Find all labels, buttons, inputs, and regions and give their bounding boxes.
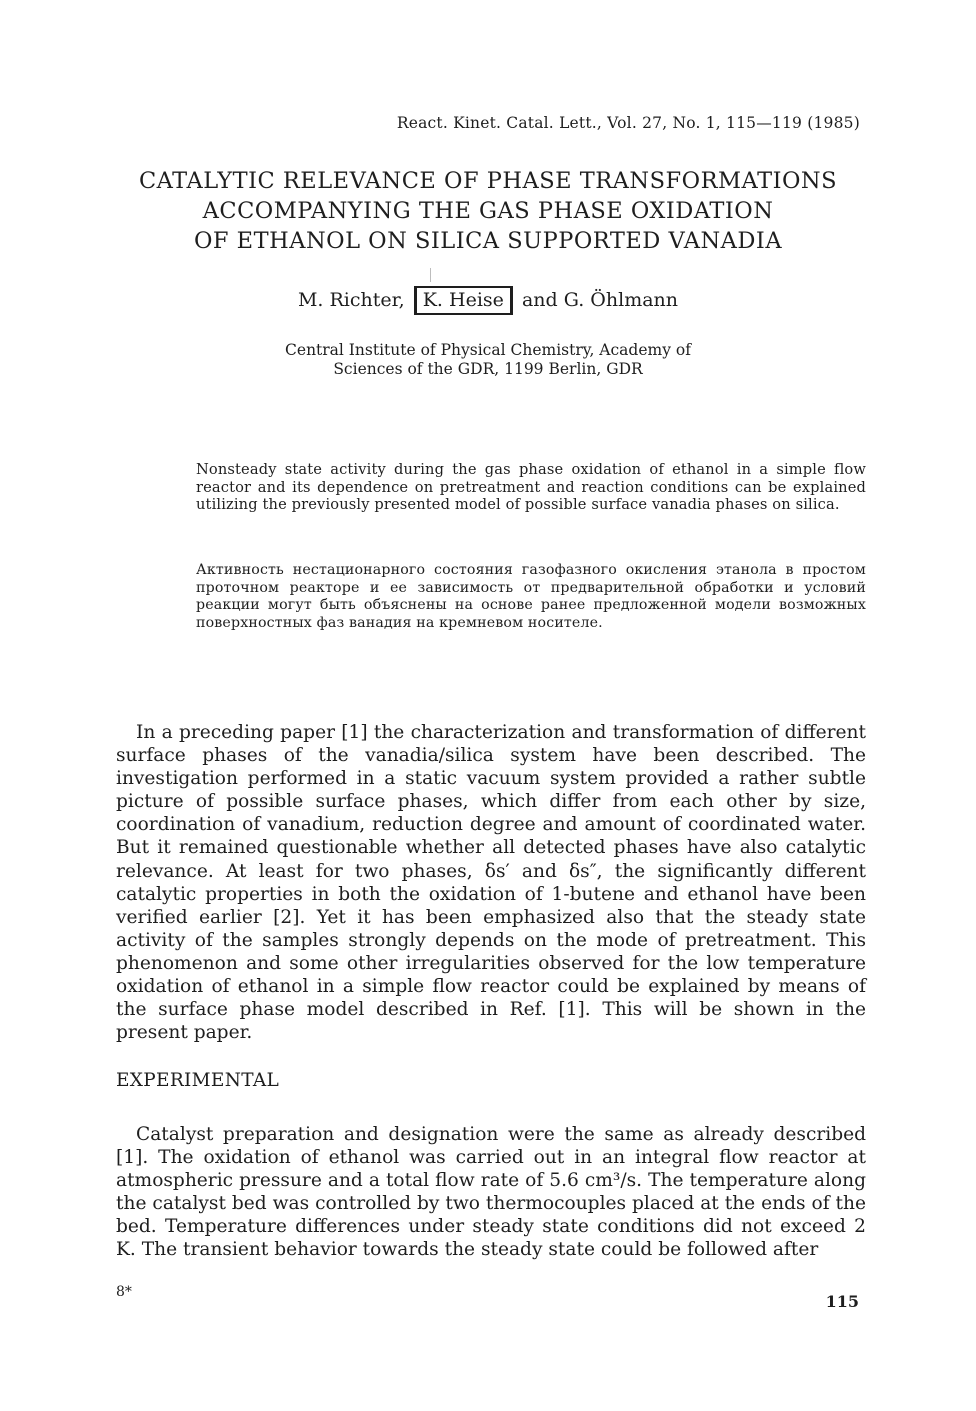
scan-speck — [430, 268, 431, 282]
paper-title — [0, 166, 976, 256]
intro-paragraph: In a preceding paper [1] the characterization and transformation of different surface phases of the vanadia/silica system have been described. The investigation performed in a static vacuum system provided a rather subtle picture of possible surface phases, which differ from each other by size, coordination of vanadium, reduction degree and amount of coordinated water. But it remained questionable whether all detected phases have also catalytic relevance. At least for two phases, δs′ and δs″, the significantly different catalytic properties in both the oxidation of 1-butene and ethanol have been verified earlier [2]. Yet it has been emphasized also that the steady state activity of the samples strongly depends on the mode of pretreatment. This phenomenon and some other irregularities observed for the low temperature oxidation of ethanol in a simple flow reactor could be explained by means of the surface phase model described in Ref. [1]. This will be shown in the present paper. — [116, 722, 866, 1044]
author-richter: M. Richter, — [297, 289, 405, 311]
title-line-1: CATALYTIC RELEVANCE OF PHASE TRANSFORMATIONS — [138, 168, 838, 194]
abstract-english: Nonsteady state activity during the gas phase oxidation of ethanol in a simple flow reactor and its dependence on pretreatment and reaction conditions can be explained utilizing the previously presented model of possible surface vanadia phases on silica. — [196, 461, 866, 513]
author-ohlmann: and G. Öhlmann — [521, 289, 679, 311]
affiliation-line-2: Sciences of the GDR, 1199 Berlin, GDR — [333, 360, 643, 378]
section-heading-experimental: EXPERIMENTAL — [116, 1070, 280, 1091]
title-line-2: ACCOMPANYING THE GAS PHASE OXIDATION — [202, 198, 774, 224]
footnote-mark: 8* — [116, 1284, 132, 1300]
title-line-3: OF ETHANOL ON SILICA SUPPORTED VANADIA — [193, 228, 783, 254]
page-number: 115 — [825, 1292, 859, 1311]
author-line — [0, 286, 976, 315]
author-heise-boxed: K. Heise — [414, 286, 513, 315]
running-head: React. Kinet. Catal. Lett., Vol. 27, No. 1, 115—119 (1985) — [396, 114, 860, 132]
abstract-russian: Активность нестационарного состояния газофазного окисления этанола в простом проточном реакторе и ее зависимость от предварительной обработки и условий реакции могут быть объяснены на основе ранее предложенной модели возможных поверхностных фаз ванадия на кремневом носителе. — [196, 562, 866, 631]
affiliation — [0, 341, 976, 379]
experimental-paragraph: Catalyst preparation and designation were the same as already described [1]. The oxidation of ethanol was carried out in an integral flow reactor at atmospheric pressure and a total flow rate of 5.6 cm³/s. The temperature along the catalyst bed was controlled by two thermocouples placed at the ends of the bed. Temperature differences under steady state conditions did not exceed 2 K. The transient behavior towards the steady state could be followed after — [116, 1124, 866, 1261]
affiliation-line-1: Central Institute of Physical Chemistry, Academy of — [285, 341, 691, 359]
